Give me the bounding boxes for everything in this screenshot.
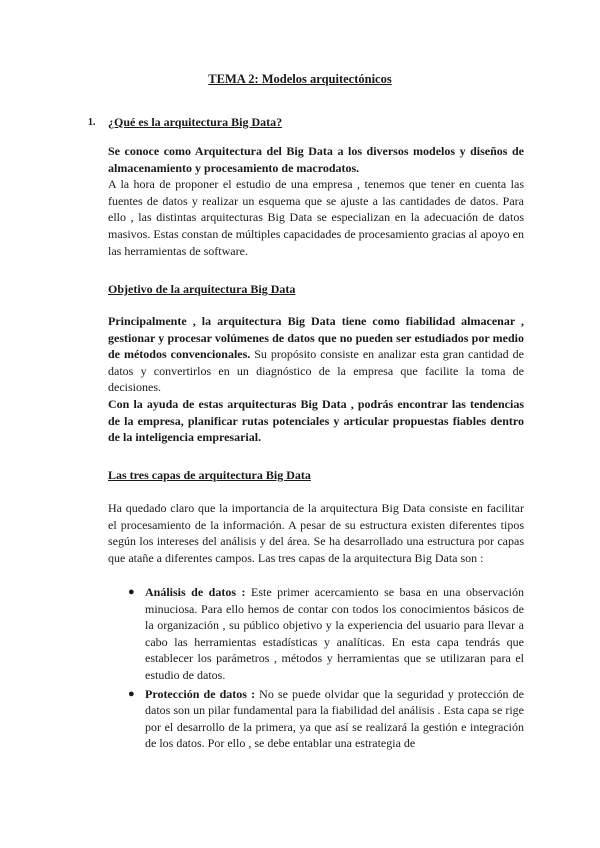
- section-heading: ¿Qué es la arquitectura Big Data?: [108, 115, 283, 129]
- section-number: 1.: [88, 117, 96, 128]
- bullet-icon: ●: [128, 687, 135, 700]
- intro-body-text: A la hora de proponer el estudio de una empresa , tenemos que tener en cuenta las fuentes de datos y realizar un esquema que se ajuste a las cantidades de datos. Para ello , las distintas arquitecturas Big Data se especializan en la adecuación de datos masivos. Estas constan de múltiples capacidades de procesamiento gracias al apoyo en las herramientas de software.: [108, 177, 524, 258]
- objective-bold-text-2: Con la ayuda de estas arquitecturas Big Data , podrás encontrar las tendencias de la empresa, planificar rutas potenciales y articular propuestas fiables dentro de la inteligencia empresarial.: [108, 396, 524, 445]
- objective-bold-text: Principalmente , la arquitectura Big Data tiene como fiabilidad almacenar , gestionar y procesar volúmenes de datos que no pueden ser estudiados por medio de métodos convencionales.: [108, 314, 524, 362]
- intro-bold-text: Se conoce como Arquitectura del Big Data a los diversos modelos y diseños de almacenamiento y procesamiento de macrodatos.: [108, 144, 524, 175]
- bullet-icon: ●: [128, 586, 135, 598]
- list-item-text: Este primer acercamiento se basa en una observación minuciosa. Para ello hemos de contar con todos los conocimientos básicos de la organización , su público objetivo y la experiencia del usuario para llevar a cabo las herramientas estadísticas y analíticas. En esta capa tendrás que establecer los parámetros , métodos y herramientas que se utilizaran para el estudio de datos.: [145, 585, 524, 682]
- list-item-text: No se puede olvidar que la seguridad y protección de datos son un pilar fundamental para la fiabilidad del análisis . Esta capa se rige por el desarrollo de la primera, ya que así se realizará la gestión e integración de los datos. Por ello , se debe entablar una estrategia de: [145, 686, 524, 751]
- list-item: [128, 686, 524, 752]
- section-intro-paragraph: [108, 143, 524, 259]
- objective-paragraph: [108, 313, 524, 446]
- layers-list: [128, 584, 524, 754]
- layers-heading: Las tres capas de arquitectura Big Data: [108, 468, 311, 482]
- list-item: [128, 584, 524, 684]
- document-title: TEMA 2: Modelos arquitectónicos: [208, 72, 392, 86]
- objective-normal-text: Su propósito consiste en analizar esta gran cantidad de datos y convertirlos en un diagnóstico de la empresa que facilite la toma de decisiones.: [108, 347, 524, 395]
- list-item-label: Protección de datos :: [145, 686, 256, 701]
- layers-intro-paragraph: Ha quedado claro que la importancia de la arquitectura Big Data consiste en facilitar el procesamiento de la información. A pesar de su estructura existen diferentes tipos según los intereses del análisis y del área. Se ha desarrollado una estructura por capas que atañe a diferentes campos. Las tres capas de la arquitectura Big Data son :: [108, 501, 524, 565]
- list-item-label: Análisis de datos :: [145, 585, 246, 599]
- objective-heading: Objetivo de la arquitectura Big Data: [108, 282, 296, 296]
